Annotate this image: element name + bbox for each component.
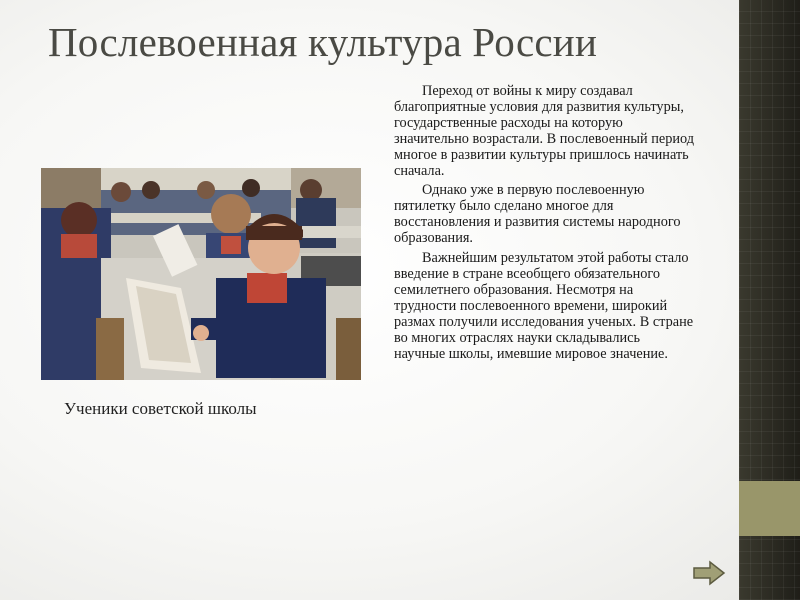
paragraph-2: Однако уже в первую послевоенную пятилетку было сделано многое для восстановления и развития системы народного образования. bbox=[394, 182, 681, 247]
paragraph-3: Важнейшим результатом этой работы стало введение в стране всеобщего обязательного семилетнего образования. Несмотря на трудности послевоенного времени, широкий размах получили исследования ученых. В стране во многих отраслях науки складывались научные школы, имевшие мировое значение. bbox=[394, 250, 694, 362]
classroom-photo bbox=[41, 168, 361, 380]
photo-caption: Ученики советской школы bbox=[64, 399, 257, 418]
next-slide-button[interactable] bbox=[692, 560, 726, 586]
paragraph-1: Переход от войны к миру создавал благоприятные условия для развития культуры, государственные расходы на которую значительно возрастали. В послевоенный период многое в развитии культуры пришлось начинать сначала. bbox=[394, 83, 695, 179]
body-text bbox=[394, 84, 694, 366]
side-bar-accent bbox=[739, 481, 800, 536]
arrow-right-icon bbox=[692, 560, 726, 586]
slide-title: Послевоенная культура России bbox=[48, 19, 598, 65]
